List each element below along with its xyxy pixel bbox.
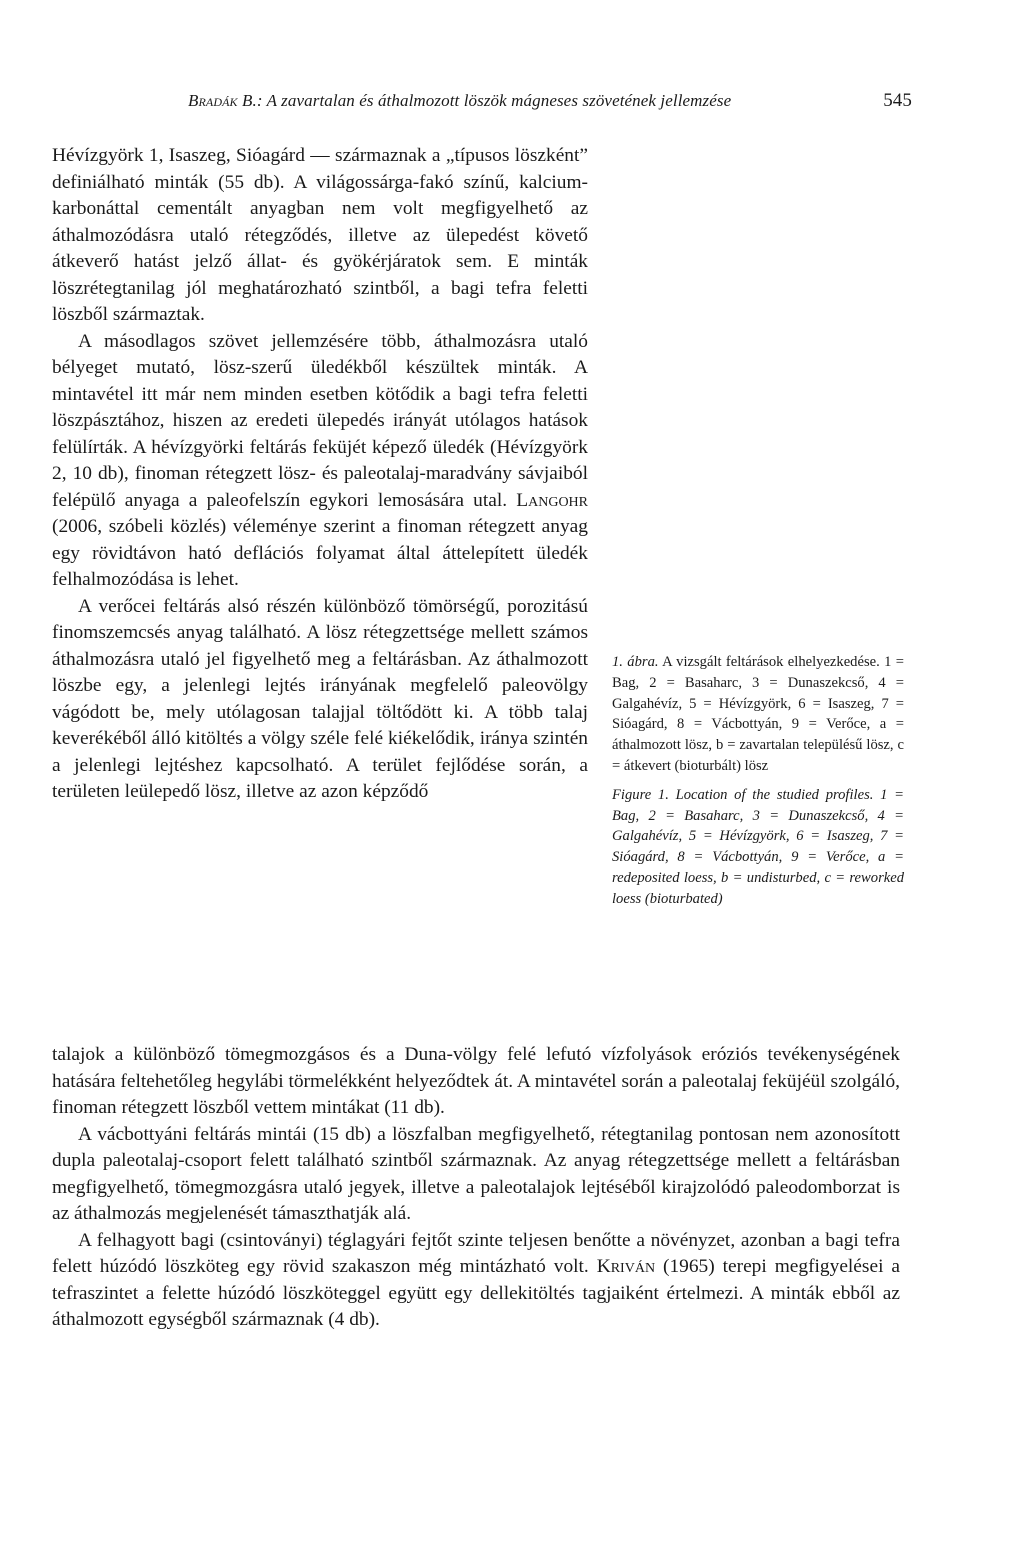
figure-caption-hungarian [612, 652, 904, 777]
figure-caption-english: Figure 1. Location of the studied profiles. 1 = Bag, 2 = Basaharc, 3 = Dunaszekcső, 4 = Galgahévíz, 5 = Hévízgyörk, 6 = Isaszeg, 7 = Sióagárd, 8 = Vácbottyán, 9 = Verőce, a = redeposited loess, b = undisturbed, c = reworked loess (bioturbated) [612, 786, 904, 907]
page-number: 545 [883, 90, 912, 111]
paragraph [52, 1228, 900, 1334]
figure-label: 1. ábra. [612, 654, 659, 670]
running-head [188, 88, 912, 114]
paragraph: A vácbottyáni feltárás mintái (15 db) a löszfalban megfigyelhető, rétegtanilag pontosan nem azonosított dupla paleotalaj-csoport felett található szintből származnak. Az anyag rétegzettsége mellett a feltárásban megfigyelhető, tömegmozgásra utaló jegyek, illetve a paleotalajok lejtéséből kirajzolódó paleodomborzat is az áthalmozás megjelenését támaszthatják alá. [52, 1123, 900, 1224]
main-column [52, 143, 588, 806]
paragraph-text: A másodlagos szövet jellemzésére több, áthalmozásra utaló bélyeget mutató, lösz-szerű üledékből készültek minták. A mintavétel itt már nem minden esetben kötődik a bagi tefra feletti löszpásztához, hiszen az eredeti ülepedés irányát utólagos hatások felülírták. A hévízgyörki feltárás feküjét képező üledék (Hévízgyörk 2, 10 db), finoman rétegzett lösz- és paleotalaj-maradvány sávjaiból felépülő anyaga a paleofelszín egykori lemosására utal. [52, 330, 588, 511]
cited-author: Kriván [596, 1256, 656, 1277]
paragraph-text: (1965) terepi megfigyelései a tefraszintet a felette húzódó löszköteggel együtt egy dellekitöltés tagjaiként értelmezi. A minták ebből az áthalmozott egységből származnak (4 db). [52, 1256, 900, 1330]
full-width-text [52, 1042, 900, 1334]
running-head-author: Bradák B. [188, 91, 257, 110]
running-head-title: : A zavartalan és áthalmozott löszök mágneses szövetének jellemzése [256, 91, 732, 110]
paragraph-continuation: talajok a különböző tömegmozgásos és a Duna-völgy felé lefutó vízfolyások eróziós tevékenységének hatására feltehetőleg hegylábi törmelékként helyeződtek át. A mintavétel során a paleotalaj feküjéül szolgáló, finoman rétegzett löszből vettem mintákat (11 db). [52, 1044, 900, 1118]
paragraph-text: A felhagyott bagi (csintoványi) téglagyári fejtőt szinte teljesen benőtte a növényzet, azonban a bagi tefra felett húzódó löszköteg egy rövid szakaszon még mintázható volt. [52, 1229, 900, 1277]
paragraph: Hévízgyörk 1, Isaszeg, Sióagárd — származnak a „típusos löszként” definiálható minták (55 db). A világossárga-fakó színű, kalcium-karbonáttal cementált anyagban nem volt megfigyelhető az áthalmozódásra utaló rétegződés, illetve az ülepedést követő átkeverő hatást jelző állat- és gyökérjáratok sem. E minták löszrétegtanilag jól meghatározható szintből, a bagi tefra feletti löszből származtak. [52, 145, 588, 325]
paragraph-text: (2006, szóbeli közlés) véleménye szerint a finoman rétegzett anyag egy rövidtávon ható deflációs folyamat által áttelepített üledék felhalmozódása is lehet. [52, 516, 588, 590]
paragraph: A verőcei feltárás alsó részén különböző tömörségű, porozitású finomszemcsés anyag található. A lösz rétegzettsége mellett számos áthalmozásra utaló jel figyelhető meg a feltárásban. Az áthalmozott löszbe egy, a jelenlegi lejtés irányának megfelelő paleovölgy vágódott be, mely utólagosan talajjal töltődött ki. A több talaj keverékéből álló kitöltés a völgy széle felé kiékelődik, iránya szintén a jelenlegi lejtéshez kapcsolható. A terület fejlődése során, a területen leülepedő lösz, illetve az azon képződő [52, 595, 588, 802]
paragraph [52, 329, 588, 594]
cited-author: Langohr [516, 489, 588, 511]
figure-caption [612, 652, 904, 910]
figure-caption-text: A vizsgált feltárások elhelyezkedése. 1 = Bag, 2 = Basaharc, 3 = Dunaszekcső, 4 = Galgahévíz, 5 = Hévízgyörk, 6 = Isaszeg, 7 = Sióagárd, 8 = Vácbottyán, 9 = Verőce, a = áthalmozott lösz, b = zavartalan településű lösz, c = átkevert (bioturbált) lösz [612, 654, 905, 774]
